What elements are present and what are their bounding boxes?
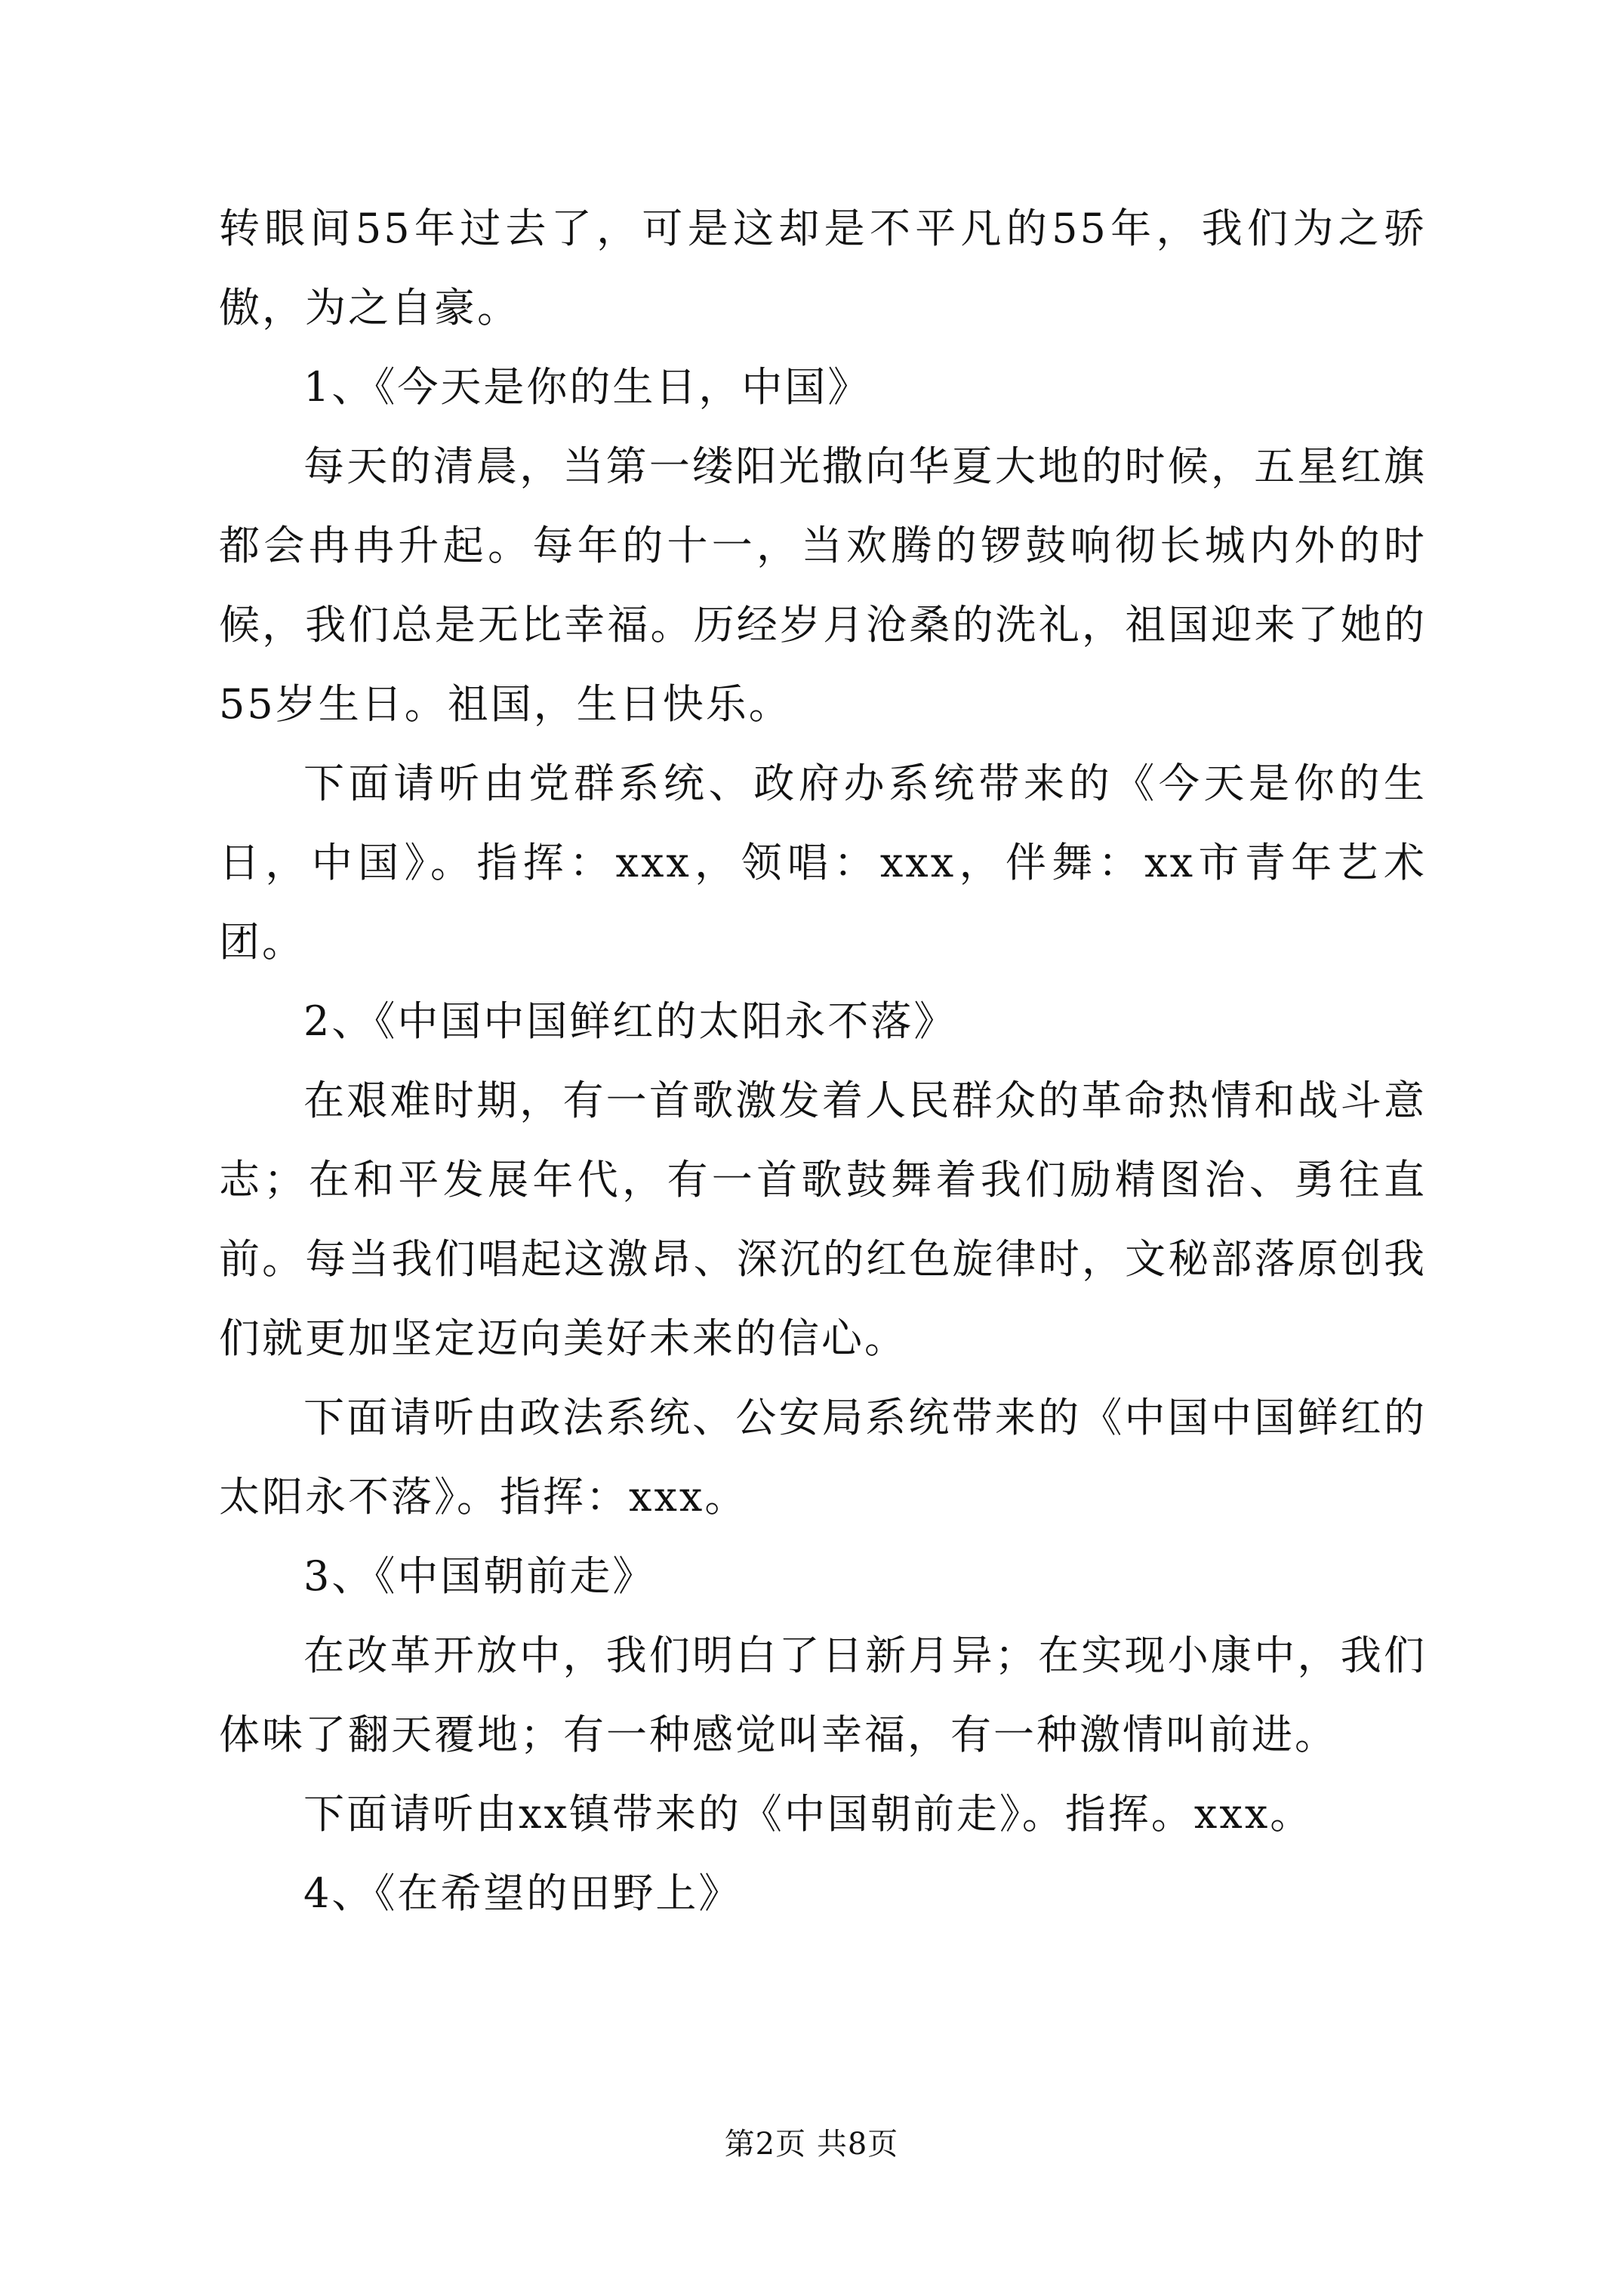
paragraph: 在改革开放中，我们明白了日新月异；在实现小康中，我们体味了翻天覆地；有一种感觉叫幸福，有一种激情叫前进。 [219, 1632, 1427, 1758]
paragraph: 下面请听由xx镇带来的《中国朝前走》。指挥。xxx。 [303, 1790, 1313, 1838]
section-heading-2: 2、《中国中国鲜红的太阳永不落》 [303, 997, 957, 1045]
document-body [219, 189, 1427, 1933]
page-number-footer: 第2页 共8页 [724, 2127, 899, 2162]
section-heading-1: 1、《今天是你的生日，中国》 [303, 363, 871, 411]
section-heading-3: 3、《中国朝前走》 [303, 1552, 656, 1600]
paragraph: 在艰难时期，有一首歌激发着人民群众的革命热情和战斗意志；在和平发展年代，有一首歌鼓舞着我们励精图治、勇往直前。每当我们唱起这激昂、深沉的红色旋律时，文秘部落原创我们就更加坚定迈向美好未来的信心。 [219, 1077, 1427, 1362]
paragraph: 每天的清晨，当第一缕阳光撒向华夏大地的时候，五星红旗都会冉冉升起。每年的十一，当欢腾的锣鼓响彻长城内外的时候，我们总是无比幸福。历经岁月沧桑的洗礼，祖国迎来了她的55岁生日。祖国，生日快乐。 [219, 442, 1427, 728]
paragraph-continuation: 转眼间55年过去了，可是这却是不平凡的55年，我们为之骄傲，为之自豪。 [219, 205, 1427, 331]
section-heading-4: 4、《在希望的田野上》 [303, 1869, 742, 1917]
paragraph: 下面请听由党群系统、政府办系统带来的《今天是你的生日，中国》。指挥：xxx，领唱：xxx，伴舞：xx市青年艺术团。 [219, 760, 1427, 966]
paragraph: 下面请听由政法系统、公安局系统带来的《中国中国鲜红的太阳永不落》。指挥：xxx。 [219, 1394, 1427, 1521]
